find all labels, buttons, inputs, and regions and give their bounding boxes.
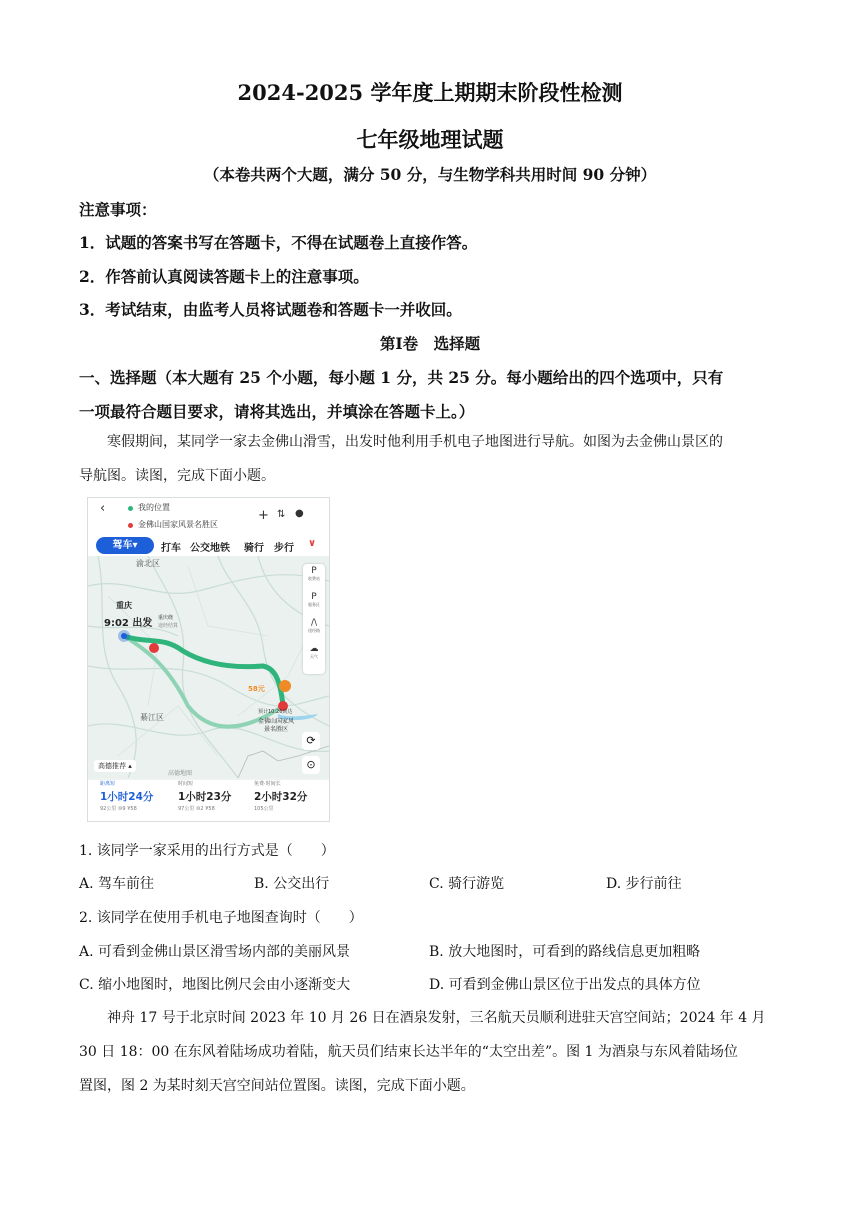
mode-bike-tab[interactable]: 骑行	[244, 543, 264, 554]
mode-drive-tab[interactable]: 驾车▾	[96, 537, 154, 554]
passage2-line3: 置图，图 2 为某时刻天宫空间站位置图。读图，完成下面小题。	[79, 1078, 475, 1094]
refresh-icon[interactable]: ⟳	[302, 732, 320, 750]
notice-heading: 注意事项：	[79, 200, 157, 219]
mode-taxi-tab[interactable]: 打车	[161, 543, 181, 554]
page-title: 2024-2025 学年度上期期末阶段性检测	[237, 80, 623, 105]
part1-title: 第Ⅰ卷 选择题	[379, 334, 481, 353]
route-options: 距离短 1小时24分 92公里 ⑩9 ¥58 时间短 1小时23分 97公里 ⑩2 ¥58 免费·时间长 2小时32分 105公里	[88, 780, 329, 821]
arrival-label: 预计10:26到达	[258, 709, 293, 715]
recommend-button[interactable]: 高德推荐 ▴	[94, 760, 136, 772]
destination-label-2: 景名胜区	[264, 726, 289, 733]
toll-label: 58元	[248, 685, 265, 693]
locate-icon[interactable]: ⊙	[302, 756, 320, 774]
travel-mode-bar	[88, 536, 329, 556]
weather-icon: ☁	[309, 644, 319, 654]
question-2-option-a[interactable]: A. 可看到金佛山景区滑雪场内部的美丽风景	[79, 944, 351, 960]
section-instruction-line2: 一项最符合题目要求，请将其选出，并填涂在答题卡上。）	[79, 402, 475, 421]
passage2-line1: 神舟 17 号于北京时间 2023 年 10 月 26 日在酒泉发射，三名航天员顺利进驻天宫空间站；2024 年 4 月	[107, 1010, 766, 1026]
map-roads	[88, 556, 329, 778]
voice-icon[interactable]: ●	[295, 508, 304, 519]
parking-icon: P	[311, 566, 317, 576]
passage1-line1: 寒假期间，某同学一家去金佛山滑雪，出发时他利用手机电子地图进行导航。如图为去金佛山景区的	[107, 434, 723, 450]
notice-item-2: 2．作答前认真阅读答题卡上的注意事项。	[79, 267, 369, 286]
navigation-map-image	[87, 497, 330, 822]
question-1-option-b[interactable]: B. 公交出行	[254, 876, 330, 892]
back-icon[interactable]: ‹	[100, 501, 106, 516]
place-yubei: 渝北区	[136, 559, 160, 568]
question-1-stem: 1. 该同学一家采用的出行方式是（ ）	[79, 843, 335, 859]
more-modes-icon[interactable]: ∨	[308, 538, 317, 549]
road-icon: /\	[310, 618, 318, 628]
question-2-option-c[interactable]: C. 缩小地图时，地图比例尺会由小逐渐变大	[79, 977, 351, 993]
road-tool[interactable]: /\ 途经路	[308, 618, 320, 633]
route-name-label: 重庆绕	[158, 615, 174, 621]
notice-item-1: 1．试题的答案书写在答题卡，不得在试题卷上直接作答。	[79, 233, 478, 252]
mode-walk-tab[interactable]: 步行	[274, 543, 294, 554]
exam-note: （本卷共两个大题，满分 50 分，与生物学科共用时间 90 分钟）	[203, 165, 657, 184]
question-2-option-d[interactable]: D. 可看到金佛山景区位于出发点的具体方位	[429, 977, 701, 993]
origin-dot-icon	[128, 506, 133, 511]
mode-transit-tab[interactable]: 公交地铁	[190, 543, 230, 554]
add-waypoint-icon[interactable]: +	[258, 508, 269, 523]
question-1-option-d[interactable]: D. 步行前往	[606, 876, 682, 892]
question-1-option-c[interactable]: C. 骑行游览	[429, 876, 505, 892]
destination-dot-icon	[128, 523, 133, 528]
swap-icon[interactable]: ⇅	[277, 509, 286, 520]
map-search-header	[88, 498, 329, 556]
passage2-line2: 30 日 18：00 在东风着陆场成功着陆，航天员们结束长达半年的“太空出差”。图 1 为酒泉与东风着陆场位	[79, 1044, 738, 1060]
service-area-tool[interactable]: P 服务区	[308, 592, 320, 607]
destination-label-1: 金佛山国家风	[258, 718, 295, 725]
place-qijiang: 綦江区	[140, 713, 164, 722]
page-subtitle: 七年级地理试题	[356, 127, 504, 152]
service-icon: P	[311, 592, 317, 602]
section-instruction-line1: 一、选择题（本大题有 25 个小题，每小题 1 分，共 25 分。每小题给出的四个选项中，只有	[79, 368, 724, 387]
weather-tool[interactable]: ☁ 天气	[309, 644, 319, 659]
origin-text[interactable]: 我的位置	[138, 503, 170, 512]
place-chongqing: 重庆	[116, 601, 132, 610]
destination-text[interactable]: 金佛山国家风景名胜区	[138, 520, 218, 529]
passage1-line2: 导航图。读图，完成下面小题。	[79, 468, 275, 484]
map-canvas[interactable]	[88, 556, 329, 778]
map-side-toolbar	[303, 564, 325, 674]
notice-item-3: 3．考试结束，由监考人员将试题卷和答题卡一并收回。	[79, 300, 462, 319]
question-2-stem: 2. 该同学在使用手机电子地图查询时（ ）	[79, 910, 363, 926]
start-time-label: 9:02 出发	[104, 618, 153, 629]
amap-watermark: 高德地图	[168, 770, 193, 777]
toll-station-tool[interactable]: P 收费站	[308, 566, 320, 581]
question-1-option-a[interactable]: A. 驾车前往	[79, 876, 155, 892]
route-sub-label: 途经结算	[158, 623, 179, 629]
question-2-option-b[interactable]: B. 放大地图时，可看到的路线信息更加粗略	[429, 944, 701, 960]
